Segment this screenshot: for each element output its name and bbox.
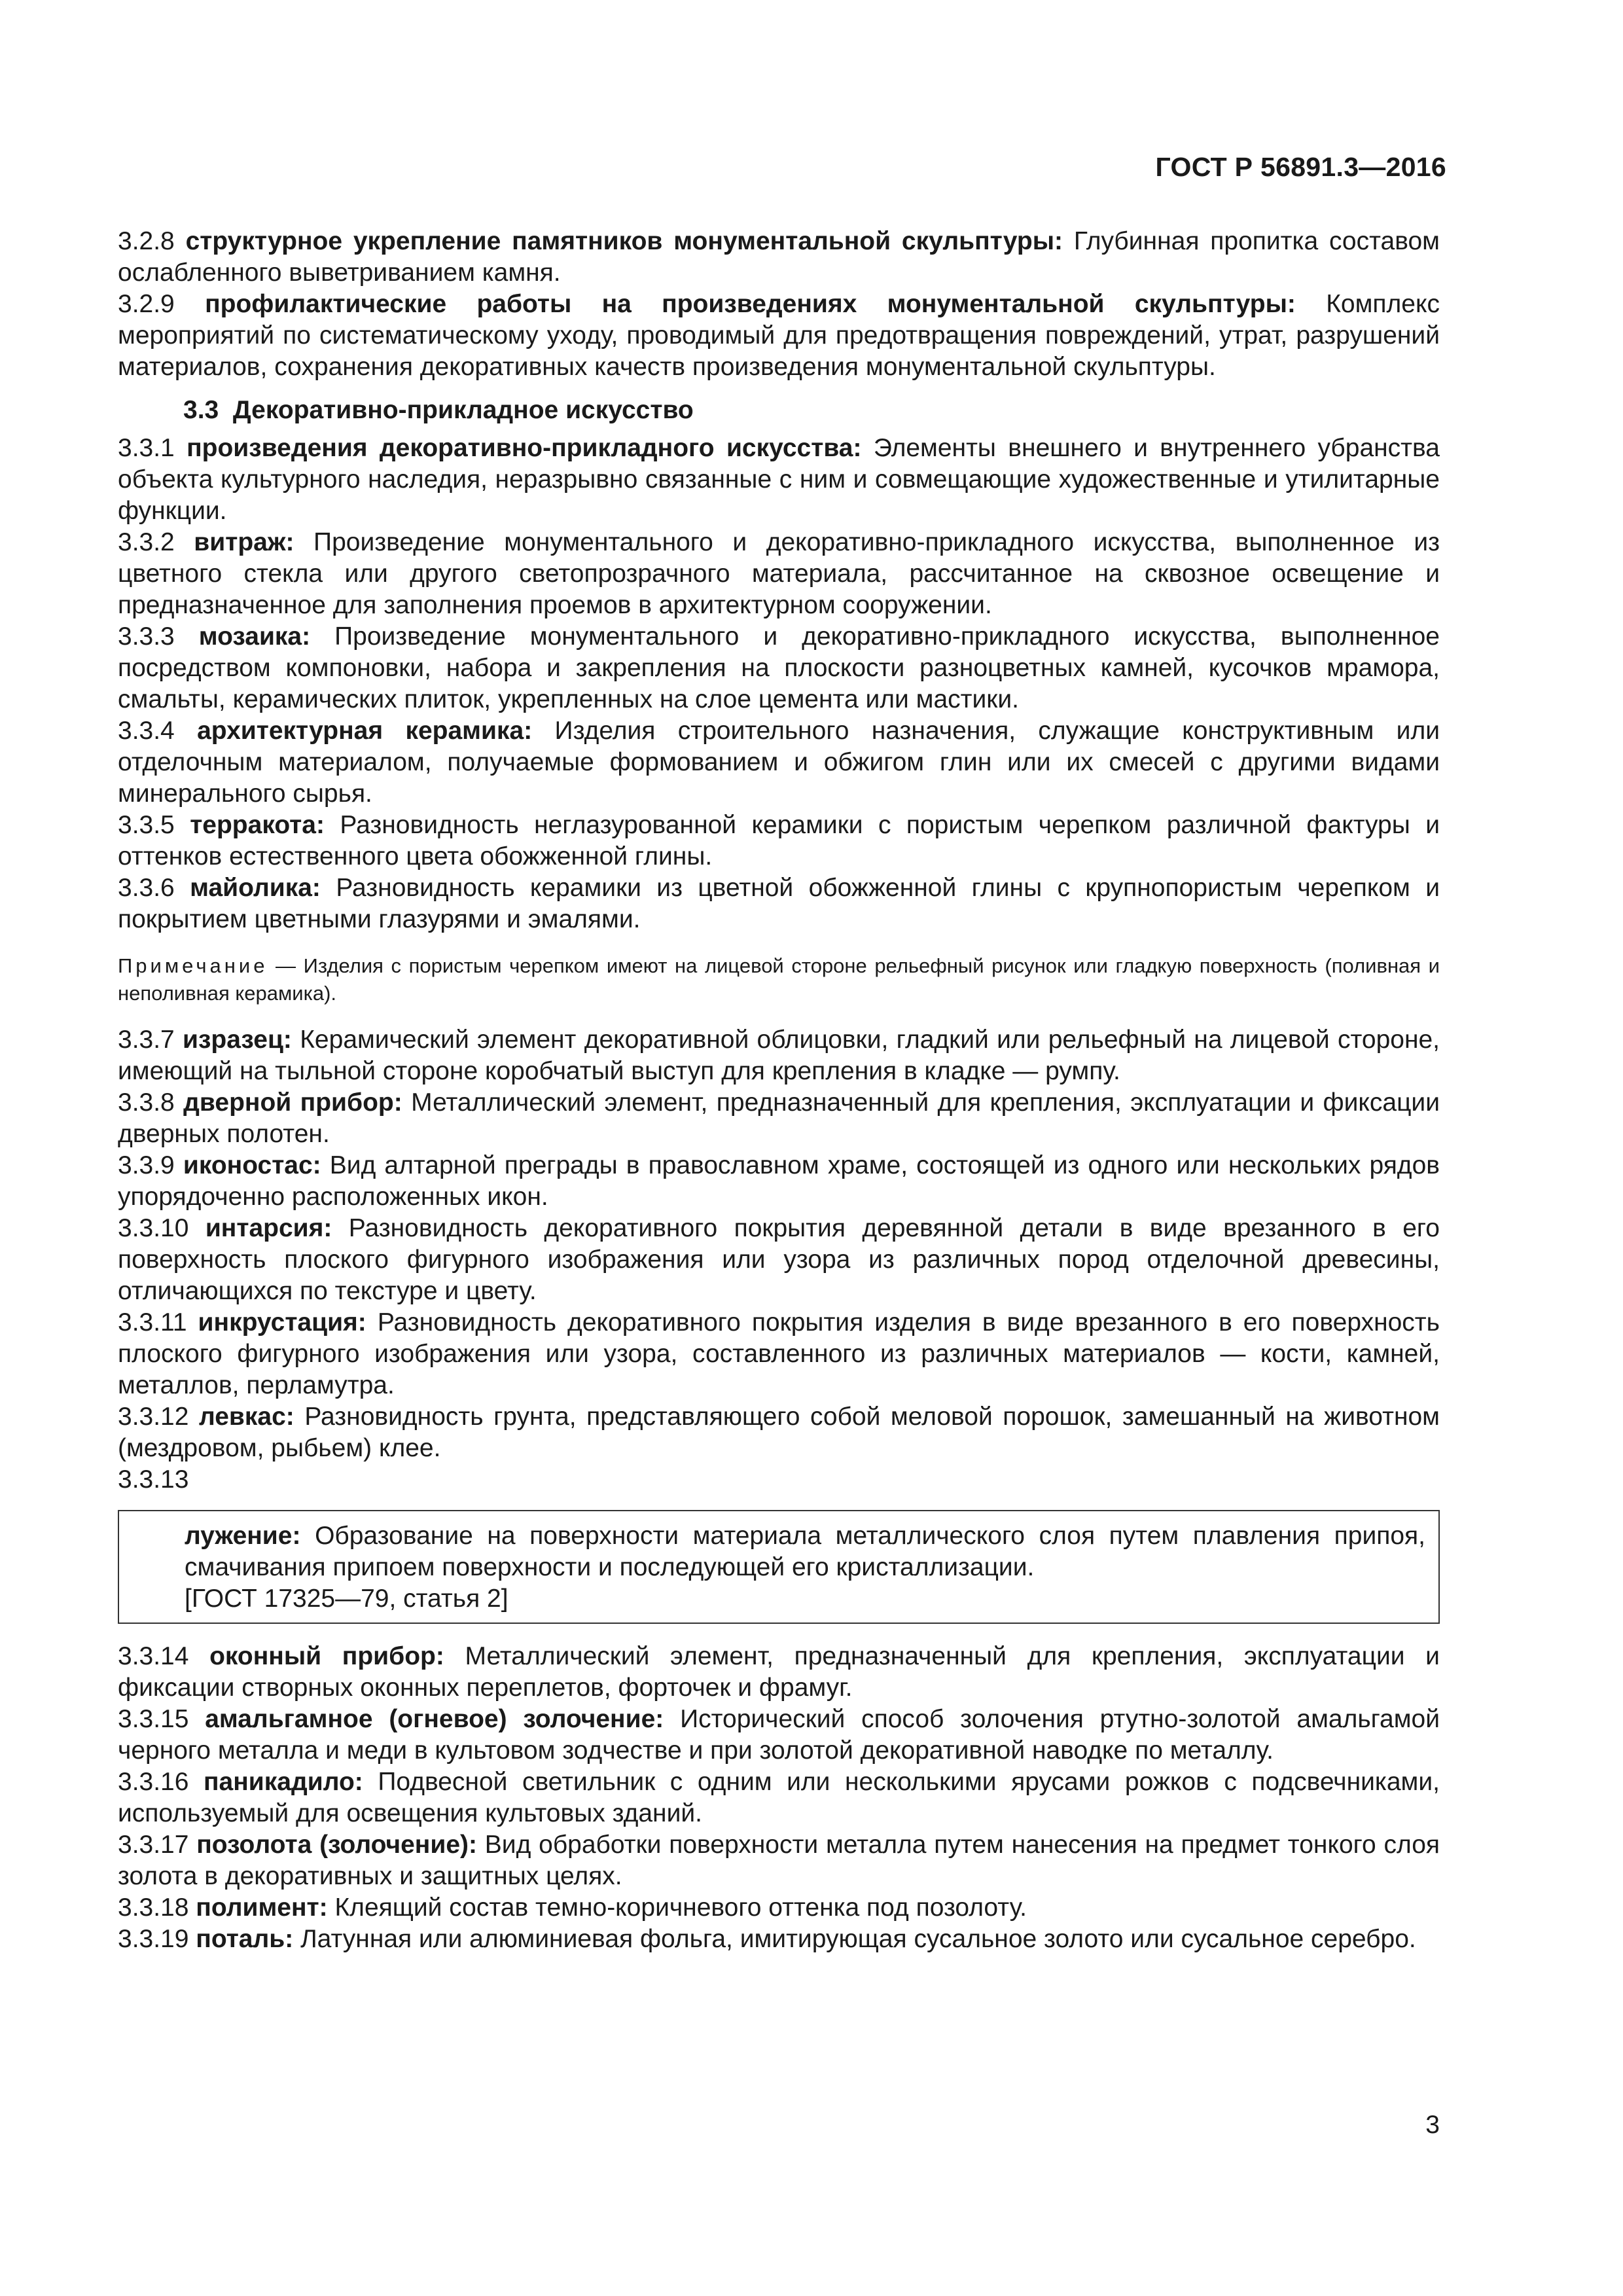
definition-entry	[118, 715, 1440, 810]
entry-term: паникадило:	[203, 1768, 363, 1796]
quoted-definition-box	[118, 1510, 1440, 1624]
entry-number: 3.3.6	[118, 874, 175, 902]
definition-entry	[118, 1401, 1440, 1464]
entry-list-b	[118, 433, 1440, 935]
entry-definition: Произведение монументального и декоративно-прикладного искусства, выполненное из цветного стекла или другого светопрозрачного материала, рассчитанное на сквозное освещение и предназначенное для заполнения проемов в архитектурном сооружении.	[118, 528, 1440, 619]
entry-definition: Клеящий состав темно-коричневого оттенка под позолоту.	[334, 1893, 1027, 1922]
entry-number: 3.3.9	[118, 1151, 175, 1179]
section-heading	[118, 395, 1440, 426]
entry-definition: Разновидность декоративного покрытия изделия в виде врезанного в его поверхность плоского фигурного изображения или узора, составленного из различных материалов — кости, камней, металлов, перламутра.	[118, 1308, 1440, 1399]
entry-number: 3.2.8	[118, 227, 175, 255]
entry-list-a	[118, 226, 1440, 383]
definition-entry	[118, 527, 1440, 621]
entry-term: дверной прибор:	[183, 1088, 402, 1117]
boxed-reference: [ГОСТ 17325—79, статья 2]	[185, 1585, 508, 1613]
entry-definition: Металлический элемент, предназначенный для крепления, эксплуатации и фиксации дверных полотен.	[118, 1088, 1440, 1148]
entry-term: левкас:	[198, 1403, 294, 1431]
entry-number: 3.3.1	[118, 434, 175, 462]
entry-term: полимент:	[196, 1893, 328, 1922]
entry-number: 3.3.11	[118, 1308, 187, 1336]
entry-term: витраж:	[194, 528, 294, 556]
definition-entry	[118, 1924, 1440, 1955]
entry-definition: Комплекс мероприятий по систематическому уходу, проводимый для предотвращения повреждений, утрат, разрушений материалов, сохранения декоративных качеств произведения монументальной скульптуры.	[118, 290, 1440, 381]
entry-list-c	[118, 1024, 1440, 1464]
definition-entry	[118, 1087, 1440, 1150]
entry-number: 3.3.12	[118, 1403, 189, 1431]
entry-term: терракота:	[190, 811, 325, 839]
entry-definition: Исторический способ золочения ртутно-золотой амальгамой черного металла и меди в культовом зодчестве и при золотой декоративной наводке по металлу.	[118, 1705, 1440, 1765]
definition-entry	[118, 226, 1440, 289]
entry-term: произведения декоративно-прикладного искусства:	[187, 434, 862, 462]
entry-term: интарсия:	[205, 1214, 332, 1242]
definition-entry	[118, 872, 1440, 935]
definition-entry	[118, 1641, 1440, 1704]
entry-term: мозаика:	[198, 622, 311, 651]
entry-term: позолота (золочение):	[196, 1831, 477, 1859]
entry-number: 3.3.14	[118, 1642, 189, 1670]
entry-number: 3.3.5	[118, 811, 175, 839]
entry-list-d	[118, 1641, 1440, 1955]
entry-number: 3.3.17	[118, 1831, 189, 1859]
entry-3-3-13	[118, 1464, 1440, 1496]
entry-number: 3.3.2	[118, 528, 175, 556]
entry-definition: Элементы внешнего и внутреннего убранства объекта культурного наследия, неразрывно связанные с ним и совмещающие художественные и утилитарные функции.	[118, 434, 1440, 525]
entry-number: 3.3.16	[118, 1768, 189, 1796]
definition-entry	[118, 1150, 1440, 1213]
entry-number: 3.3.10	[118, 1214, 189, 1242]
entry-number: 3.3.8	[118, 1088, 175, 1117]
entry-number: 3.3.4	[118, 717, 175, 745]
document-header-id: ГОСТ Р 56891.3—2016	[1155, 152, 1446, 182]
boxed-text: Образование на поверхности материала металлического слоя путем плавления припоя, смачивания припоем поверхности и последующей его кристаллизации.	[185, 1522, 1425, 1581]
definition-entry	[118, 1307, 1440, 1401]
entry-term: иконостас:	[183, 1151, 321, 1179]
entry-definition: Разновидность декоративного покрытия деревянной детали в виде врезанного в его поверхность плоского фигурного изображения или узора из различных пород отделочной древесины, отличающихся по текстуре и цвету.	[118, 1214, 1440, 1305]
entry-number: 3.3.13	[118, 1465, 189, 1494]
entry-term: амальгамное (огневое) золочение:	[205, 1705, 664, 1733]
page-number: 3	[1425, 2111, 1440, 2139]
definition-entry	[118, 1213, 1440, 1307]
entry-definition: Латунная или алюминиевая фольга, имитирующая сусальное золото или сусальное серебро.	[300, 1925, 1416, 1953]
entry-term: оконный прибор:	[209, 1642, 444, 1670]
entry-number: 3.3.3	[118, 622, 175, 651]
entry-term: поталь:	[196, 1925, 294, 1953]
definition-entry	[118, 1829, 1440, 1892]
boxed-term: лужение:	[185, 1522, 301, 1550]
entry-definition: Разновидность керамики из цветной обожженной глины с крупнопористым черепком и покрытием цветными глазурями и эмалями.	[118, 874, 1440, 933]
document-body	[118, 226, 1440, 1955]
entry-definition: Вид алтарной преграды в православном храме, состоящей из одного или нескольких рядов упорядоченно расположенных икон.	[118, 1151, 1440, 1211]
entry-term: инкрустация:	[198, 1308, 366, 1336]
definition-entry	[118, 289, 1440, 383]
entry-definition: Разновидность грунта, представляющего собой меловой порошок, замешанный на животном (мездровом, рыбьем) клее.	[118, 1403, 1440, 1462]
entry-definition: Разновидность неглазурованной керамики с пористым черепком различной фактуры и оттенков естественного цвета обожженной глины.	[118, 811, 1440, 870]
definition-entry	[118, 433, 1440, 527]
entry-definition: Изделия строительного назначения, служащие конструктивным или отделочным материалом, получаемые формованием и обжигом глин или их смесей с другими видами минерального сырья.	[118, 717, 1440, 808]
note-text: — Изделия с пористым черепком имеют на лицевой стороне рельефный рисунок или гладкую поверхность (поливная и неполивная керамика).	[118, 954, 1440, 1005]
entry-definition: Вид обработки поверхности металла путем нанесения на предмет тонкого слоя золота в декоративных и защитных целях.	[118, 1831, 1440, 1890]
definition-entry	[118, 621, 1440, 715]
entry-number: 3.3.15	[118, 1705, 189, 1733]
entry-term: майолика:	[190, 874, 321, 902]
section-number: 3.3	[183, 396, 219, 424]
note	[118, 952, 1440, 1007]
entry-number: 3.3.7	[118, 1026, 175, 1054]
entry-number: 3.2.9	[118, 290, 175, 318]
entry-term: структурное укрепление памятников монументальной скульптуры:	[185, 227, 1063, 255]
definition-entry	[118, 1024, 1440, 1087]
note-label: Примечание	[118, 954, 268, 977]
entry-number: 3.3.18	[118, 1893, 189, 1922]
definition-entry	[118, 1892, 1440, 1924]
entry-definition: Произведение монументального и декоративно-прикладного искусства, выполненное посредством компоновки, набора и закрепления на плоскости разноцветных камней, кусочков мрамора, смальты, керамических плиток, укрепленных на слое цемента или мастики.	[118, 622, 1440, 713]
entry-term: изразец:	[183, 1026, 292, 1054]
entry-definition: Глубинная пропитка составом ослабленного выветриванием камня.	[118, 227, 1440, 287]
entry-definition: Керамический элемент декоративной облицовки, гладкий или рельефный на лицевой стороне, имеющий на тыльной стороне коробчатый выступ для крепления в кладке — румпу.	[118, 1026, 1440, 1085]
entry-term: профилактические работы на произведениях монументальной скульптуры:	[205, 290, 1296, 318]
entry-definition: Металлический элемент, предназначенный для крепления, эксплуатации и фиксации створных оконных переплетов, форточек и фрамуг.	[118, 1642, 1440, 1702]
entry-term: архитектурная керамика:	[197, 717, 533, 745]
definition-entry	[118, 810, 1440, 872]
entry-number: 3.3.19	[118, 1925, 189, 1953]
entry-definition: Подвесной светильник с одним или несколькими ярусами рожков с подсвечниками, используемый для освещения культовых зданий.	[118, 1768, 1440, 1827]
definition-entry	[118, 1767, 1440, 1829]
section-title: Декоративно-прикладное искусство	[232, 396, 694, 424]
definition-entry	[118, 1704, 1440, 1767]
